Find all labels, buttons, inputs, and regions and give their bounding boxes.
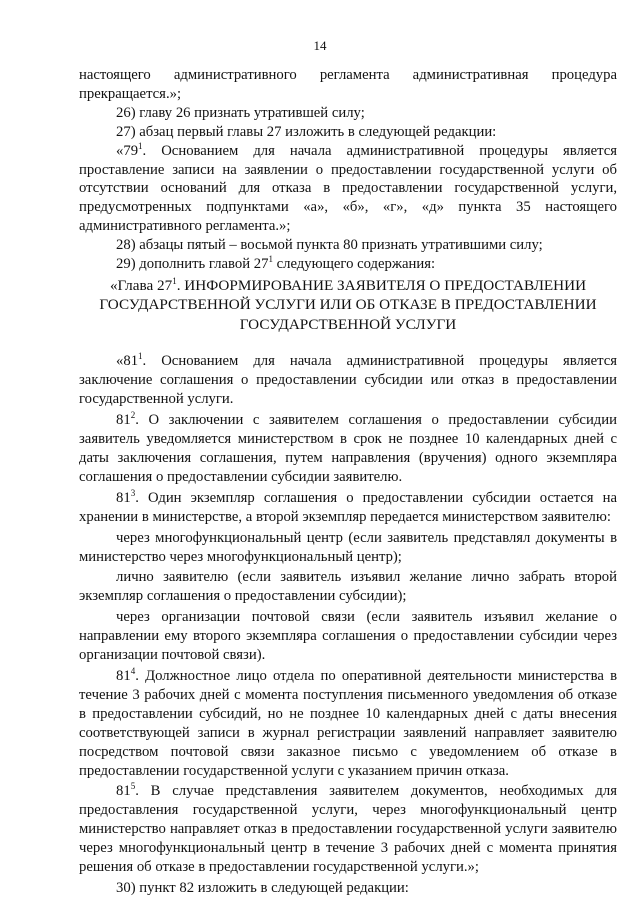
paragraph-text: 28) абзацы пятый – восьмой пункта 80 признать утратившими силу; [116, 237, 543, 254]
clause-number: «79 [116, 142, 139, 159]
superscript: 2 [130, 410, 136, 421]
paragraph-item-30 [79, 879, 617, 898]
paragraph-text: лично заявителю (если заявитель изъявил желание лично забрать второй экземпляр соглашения о предоставлении субсидии); [79, 569, 617, 605]
clause-number: 81 [116, 489, 131, 506]
paragraph-text: настоящего административного регламента административная процедура прекращается.»; [79, 67, 617, 102]
paragraph-item-27 [79, 123, 617, 142]
paragraph-text: Основанием для начала административной процедуры является заключение соглашения о предоставлении субсидии или отказ в предоставлении государственной услуги. [79, 353, 617, 408]
clause-number: 81 [116, 667, 131, 684]
clause-number: 81 [116, 783, 131, 800]
paragraph-item-26 [79, 104, 617, 123]
paragraph-option-mfc [79, 529, 617, 567]
paragraph-item-29 [79, 255, 617, 274]
superscript: 1 [172, 275, 177, 286]
document-body [79, 66, 617, 898]
paragraph-option-post [79, 608, 617, 665]
page-number: 14 [313, 38, 327, 53]
paragraph-text: через организации почтовой связи (если заявитель изъявил желание о направлении ему второго экземпляра соглашения о предоставлении субсидии через организации почтовой связи). [79, 609, 617, 664]
superscript: 1 [268, 254, 273, 265]
paragraph-81-5: $81^5$. В случае представления заявителем документов, необходимых для предоставления государственной услуги, через многофункциональный центр министерство направляет отказ в предоставлении государственной услуги заявителю через многофункциональный центр в течение 3 рабочих дней с момента принятия решения об отказе в предоставлении государственной услуги.»; [79, 781, 617, 876]
superscript: 3 [130, 487, 136, 498]
paragraph-79-1: «$79^1$. Основанием для начала административной процедуры является проставление записи на заявлении о предоставлении государственной услуги об отсутствии оснований для отказа в предоставлении государственной услуги, предусмотренных подпунктами «а», «б», «г», «д» пункта 35 настоящего административного регламента.»; [79, 140, 617, 235]
paragraph-text: через многофункциональный центр (если заявитель представлял документы в министерство через многофункциональный центр); [79, 529, 617, 565]
chapter-heading: «Глава $27^1$. ИНФОРМИРОВАНИЕ ЗАЯВИТЕЛЯ О ПРЕДОСТАВЛЕНИИ ГОСУДАРСТВЕННОЙ УСЛУГИ ИЛИ ОБ ОТКАЗЕ В ПРЕДОСТАВЛЕНИИ ГОСУДАРСТВЕННОЙ УСЛУГИ [99, 275, 597, 333]
paragraph-text: 27) абзац первый главы 27 изложить в следующей редакции: [116, 123, 497, 140]
clause-prefix: 29) дополнить главой 27 [116, 256, 269, 273]
chapter-prefix: «Глава 27 [109, 276, 173, 294]
superscript: 4 [130, 666, 136, 677]
superscript: 5 [130, 781, 136, 792]
paragraph-text: Один экземпляр соглашения о предоставлении субсидии остается на хранении в министерстве, а второй экземпляр передается министерством заявителю: [79, 489, 617, 525]
paragraph-continuation [79, 66, 617, 104]
superscript: 1 [138, 351, 143, 362]
paragraph-81-4: $81^4$. Должностное лицо отдела по оперативной деятельности министерства в течение 3 рабочих дней с момента поступления письменного уведомления об отказе в предоставлении субсидий, но не позднее 10 календарных дней с даты внесения соответствующей записи в журнал регистрации заявлений направляет заявителю посредством почтовой связи заказное письмо с уведомлением об отказе в предоставлении государственной услуги с указанием причин отказа. [79, 666, 618, 779]
paragraph-81-2: $81^2$. О заключении с заявителем соглашения о предоставлении субсидии заявитель уведомляется министерством в срок не позднее 10 календарных дней с даты заключения соглашения, путем направления (вручения) одного экземпляра соглашения о предоставлении субсидии заявителю. [79, 410, 617, 485]
paragraph-text: Должностное лицо отдела по оперативной деятельности министерства в течение 3 рабочих дней с момента поступления письменного уведомления об отказе в предоставлении субсидий, но не позднее 10 календарных дней с даты внесения соответствующей записи в журнал регистрации заявлений направляет заявителю посредством почтовой связи заказное письмо с уведомлением об отказе в предоставлении государственной услуги с указанием причин отказа. [79, 667, 618, 779]
paragraph-text: Основанием для начала административной процедуры является проставление записи на заявлении о предоставлении государственной услуги об отсутствии оснований для отказа в предоставлении государственной услуги, предусмотренных подпунктами «а», «б», «г», «д» пункта 35 настоящего административного регламента.»; [79, 142, 617, 235]
paragraph-text: следующего содержания: [276, 256, 436, 273]
clause-number: 81 [116, 412, 131, 429]
chapter-title: ИНФОРМИРОВАНИЕ ЗАЯВИТЕЛЯ О ПРЕДОСТАВЛЕНИИ ГОСУДАРСТВЕННОЙ УСЛУГИ ИЛИ ОБ ОТКАЗЕ В ПРЕДОСТАВЛЕНИИ ГОСУДАРСТВЕННОЙ УСЛУГИ [99, 276, 597, 333]
paragraph-text: В случае представления заявителем документов, необходимых для предоставления государственной услуги, через многофункциональный центр министерство направляет отказ в предоставлении государственной услуги заявителю через многофункциональный центр в течение 3 рабочих дней с момента принятия решения об отказе в предоставлении государственной услуги.»; [79, 783, 617, 876]
clause-number: «81 [116, 353, 139, 370]
paragraph-text: О заключении с заявителем соглашения о предоставлении субсидии заявитель уведомляется министерством в срок не позднее 10 календарных дней с даты заключения соглашения, путем направления (вручения) одного экземпляра соглашения о предоставлении субсидии заявителю. [79, 412, 617, 485]
paragraph-item-28 [79, 236, 617, 255]
paragraph-option-personal [79, 568, 617, 606]
paragraph-81-3: $81^3$. Один экземпляр соглашения о предоставлении субсидии остается на хранении в министерстве, а второй экземпляр передается министерством заявителю: [79, 487, 617, 525]
superscript: 1 [138, 140, 143, 151]
paragraph-81-1: «$81^1$. Основанием для начала административной процедуры является заключение соглашения о предоставлении субсидии или отказ в предоставлении государственной услуги. [79, 351, 617, 408]
paragraph-text: 30) пункт 82 изложить в следующей редакции: [116, 879, 409, 896]
paragraph-text: 26) главу 26 признать утратившей силу; [116, 104, 365, 121]
